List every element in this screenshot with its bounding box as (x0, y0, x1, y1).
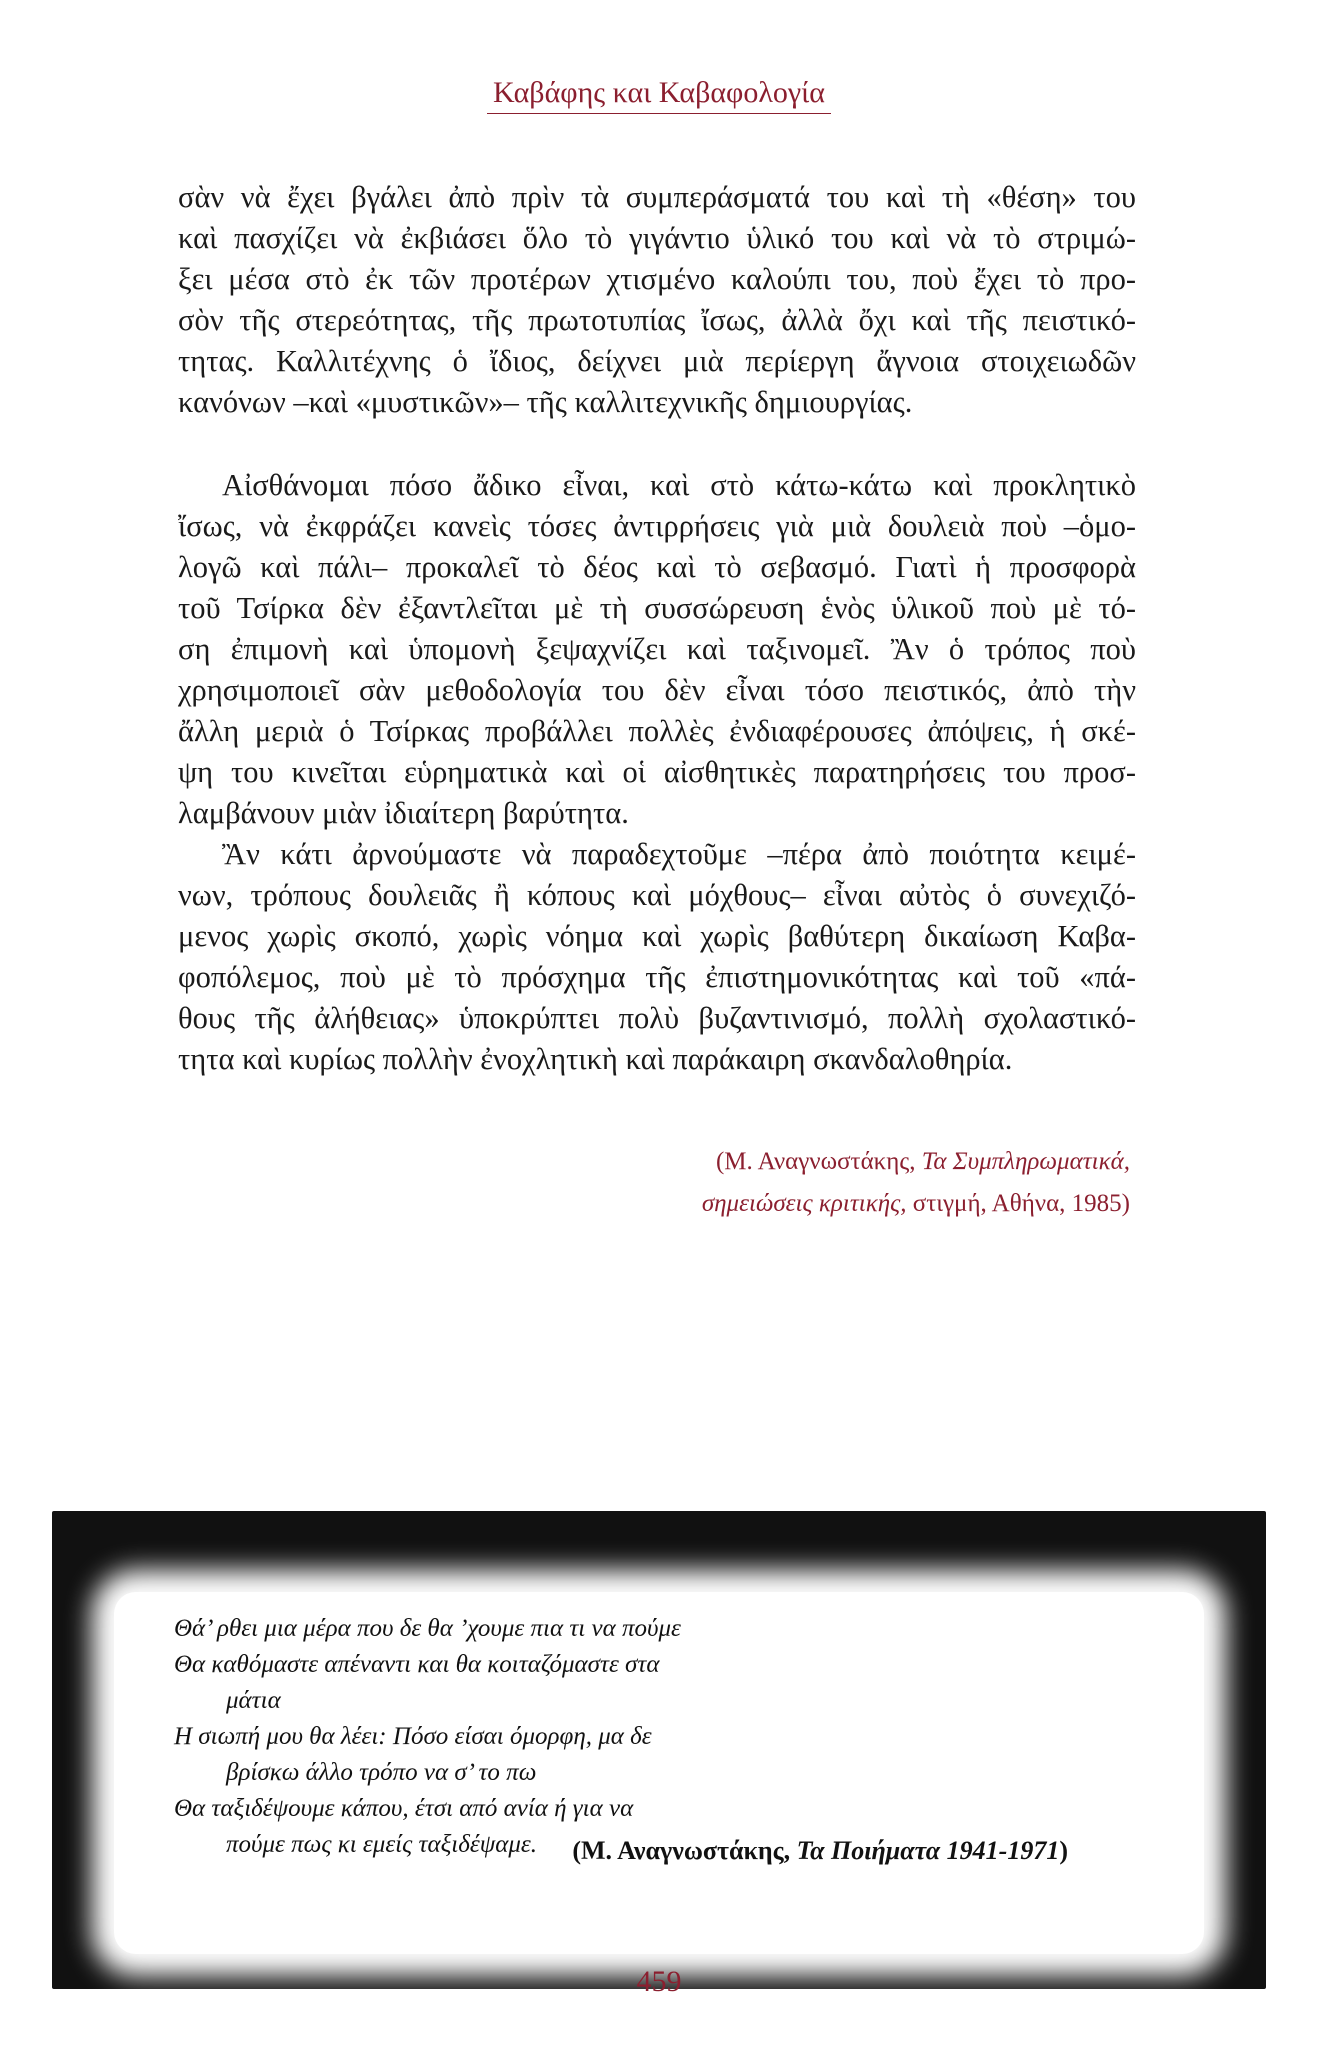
text-line: τητας. Καλλιτέχνης ὁ ἴδιος, δείχνει μιὰ περίεργη ἄγνοια στοιχειωδῶν (178, 344, 1136, 378)
text-line: ξει μέσα στὸ ἐκ τῶν προτέρων χτισμένο καλούπι του, ποὺ ἔχει τὸ προ- (178, 262, 1136, 296)
poem-line: Θά’ ρθει μια μέρα που δε θα ’χουμε πια τι να πούμε (174, 1615, 681, 1642)
text-line: λαμβάνουν μιὰν ἰδιαίτερη βαρύτητα. (178, 796, 629, 830)
poem-line: Η σιωπή μου θα λέει: Πόσο είσαι όμορφη, μα δε (174, 1723, 652, 1750)
text-line: ση ἐπιμονὴ καὶ ὑπομονὴ ξεψαχνίζει καὶ ταξινομεῖ. Ἂν ὁ τρόπος ποὺ (178, 632, 1136, 666)
text-line: χρησιμοποιεῖ σὰν μεθοδολογία του δὲν εἶναι τόσο πειστικός, ἀπὸ τὴν (178, 673, 1136, 707)
citation-author: (Μ. Αναγνωστάκης, (715, 1148, 922, 1175)
text-line: λογῶ καὶ πάλι– προκαλεῖ τὸ δέος καὶ τὸ σεβασμό. Γιατὶ ἡ προσφορὰ (178, 550, 1136, 584)
poem (174, 1611, 1074, 1863)
text-line: σὰν νὰ ἔχει βγάλει ἀπὸ πρὶν τὰ συμπεράσματά του καὶ τὴ «θέση» του (178, 180, 1136, 214)
poem-line: μάτια (226, 1687, 281, 1714)
paragraph-3 (178, 834, 1136, 1080)
poem-line: Θα καθόμαστε απέναντι και θα κοιταζόμαστε στα (174, 1651, 660, 1678)
paragraph-2 (178, 465, 1136, 834)
citation-title: Τα Συμπληρωματικά, (921, 1148, 1130, 1175)
text-line: νων, τρόπους δουλειᾶς ἢ κόπους καὶ μόχθους– εἶναι αὐτὸς ὁ συνεχιζό- (178, 878, 1136, 912)
text-line: τητα καὶ κυρίως πολλὴν ἐνοχλητικὴ καὶ παράκαιρη σκανδαλοθηρία. (178, 1042, 1013, 1076)
text-line: Ἂν κάτι ἀρνούμαστε νὰ παραδεχτοῦμε –πέρα ἀπὸ ποιότητα κειμέ- (222, 837, 1136, 871)
text-line: Αἰσθάνομαι πόσο ἄδικο εἶναι, καὶ στὸ κάτω-κάτω καὶ προκλητικὸ (222, 468, 1136, 502)
poem-line: βρίσκω άλλο τρόπο να σ’ το πω (226, 1759, 537, 1786)
citation-publisher: στιγμή, Αθήνα, 1985) (906, 1190, 1130, 1217)
page-number: 459 (636, 1965, 682, 1998)
text-line: σὸν τῆς στερεότητας, τῆς πρωτοτυπίας ἴσως, ἀλλὰ ὄχι καὶ τῆς πειστικό- (178, 303, 1136, 337)
text-line: κανόνων –καὶ «μυστικῶν»– τῆς καλλιτεχνικῆς δημιουργίας. (178, 385, 913, 419)
poem-line: πούμε πως κι εμείς ταξιδέψαμε. (226, 1831, 537, 1858)
poem-citation-close: ) (1059, 1836, 1068, 1865)
text-line: ἴσως, νὰ ἐκφράζει κανεὶς τόσες ἀντιρρήσεις γιὰ μιὰ δουλειὰ ποὺ –ὁμο- (178, 509, 1136, 543)
running-head-text: Καβάφης και Καβαφολογία (487, 76, 831, 114)
poem-citation-title: Τα Ποιήματα 1941-1971 (796, 1836, 1060, 1865)
text-line: θους τῆς ἀλήθειας» ὑποκρύπτει πολὺ βυζαντινισμό, πολλὴ σχολαστικό- (178, 1001, 1136, 1035)
text-line: μενος χωρὶς σκοπό, χωρὶς νόημα καὶ χωρὶς βαθύτερη δικαίωση Καβα- (178, 919, 1136, 953)
citation-subtitle: σημειώσεις κριτικής, (701, 1190, 907, 1217)
text-line: καὶ πασχίζει νὰ ἐκβιάσει ὅλο τὸ γιγάντιο ὑλικό του καὶ νὰ τὸ στριμώ- (178, 221, 1136, 255)
text-line: ἄλλη μεριὰ ὁ Τσίρκας προβάλλει πολλὲς ἐνδιαφέρουσες ἀπόψεις, ἡ σκέ- (178, 714, 1136, 748)
text-line: φοπόλεμος, ποὺ μὲ τὸ πρόσχημα τῆς ἐπιστημονικότητας καὶ τοῦ «πά- (178, 960, 1136, 994)
source-citation (430, 1141, 1130, 1225)
citation-line-2 (430, 1183, 1130, 1225)
text-line: ψη του κινεῖται εὑρηματικὰ καὶ οἱ αἰσθητικὲς παρατηρήσεις του προσ- (178, 755, 1136, 789)
text-line: τοῦ Τσίρκα δὲν ἐξαντλεῖται μὲ τὴ συσσώρευση ἑνὸς ὑλικοῦ ποὺ μὲ τό- (178, 591, 1136, 625)
paragraph-1 (178, 177, 1136, 423)
poem-citation (572, 1836, 1068, 1866)
poem-line: Θα ταξιδέψουμε κάπου, έτσι από ανία ή για να (174, 1795, 634, 1822)
running-head (0, 76, 1318, 114)
poem-citation-author: (Μ. Αναγνωστάκης, (572, 1836, 797, 1865)
citation-line-1 (430, 1141, 1130, 1183)
